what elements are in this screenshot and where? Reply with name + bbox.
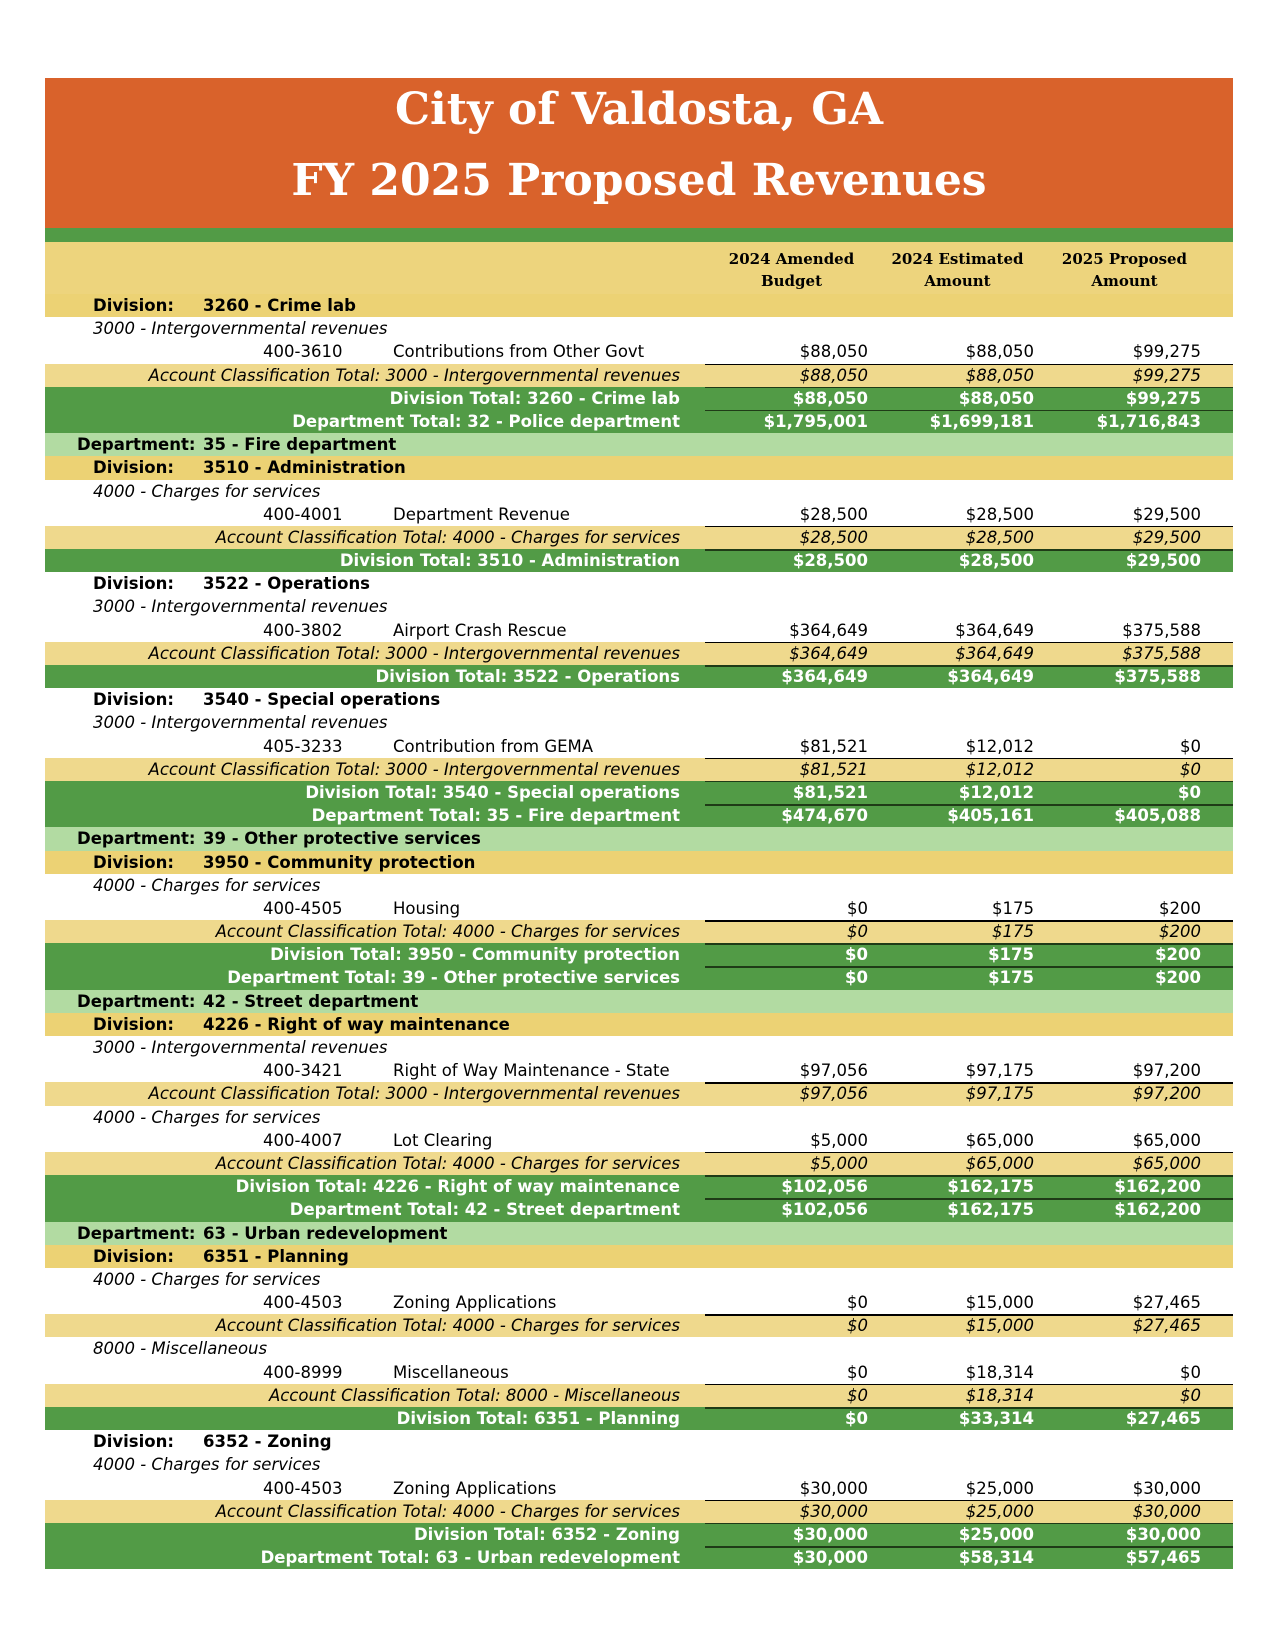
item-row: [45, 735, 1233, 758]
classification-total-label: Account Classification Total: 4000 - Charges for services: [215, 1153, 680, 1173]
amended-budget-value: $97,056: [799, 1061, 868, 1081]
report-table: [45, 294, 1233, 1569]
column-header-line: 2024 Estimated: [891, 250, 1024, 268]
revenue-report: [45, 78, 1233, 1569]
proposed-amount-value: $200: [1155, 968, 1201, 988]
amended-budget-value: $88,050: [799, 342, 868, 362]
division-total-label: Division Total: 3510 - Administration: [339, 551, 680, 571]
proposed-amount-value: $200: [1159, 898, 1201, 918]
division-row: [45, 572, 1233, 595]
classtotal-row: [45, 364, 1233, 387]
amended-budget-value: $0: [847, 1293, 868, 1313]
division-row: [45, 688, 1233, 711]
account-code: 405-3233: [263, 736, 343, 756]
classification-heading: 4000 - Charges for services: [93, 1455, 321, 1475]
estimated-amount-value: $28,500: [958, 551, 1034, 571]
estimated-amount-value: $12,012: [965, 759, 1034, 779]
item-row: [45, 1129, 1233, 1152]
amended-budget-value: $364,649: [789, 643, 868, 663]
classification-total-label: Account Classification Total: 3000 - Intergovernmental revenues: [148, 643, 680, 663]
depttotal-row: [45, 1198, 1233, 1221]
item-row: [45, 1477, 1233, 1500]
account-description: Housing: [393, 898, 461, 918]
division-name: 3522 - Operations: [203, 574, 371, 594]
estimated-amount-value: $97,175: [965, 1084, 1034, 1104]
amended-budget-value: $0: [847, 1316, 868, 1336]
classtotal-row: [45, 920, 1233, 943]
division-total-label: Division Total: 3540 - Special operations: [305, 782, 680, 802]
depttotal-row: [45, 1546, 1233, 1569]
classhead-row: [45, 1036, 1233, 1059]
amended-budget-value: $81,521: [799, 736, 868, 756]
department-name: 63 - Urban redevelopment: [203, 1223, 448, 1243]
classification-total-label: Account Classification Total: 3000 - Intergovernmental revenues: [148, 365, 680, 385]
amended-budget-value: $364,649: [789, 620, 868, 640]
column-header-line: Amount: [924, 272, 991, 290]
amended-budget-value: $30,000: [792, 1524, 868, 1544]
amended-budget-value: $81,521: [792, 782, 868, 802]
proposed-amount-value: $30,000: [1125, 1524, 1201, 1544]
depttotal-row: [45, 966, 1233, 989]
division-label: Division:: [93, 1432, 174, 1452]
estimated-amount-value: $88,050: [965, 342, 1034, 362]
estimated-amount-value: $364,649: [955, 620, 1034, 640]
division-name: 3260 - Crime lab: [203, 296, 356, 315]
division-row: [45, 1245, 1233, 1268]
estimated-amount-value: $65,000: [965, 1153, 1034, 1173]
division-total-label: Division Total: 3522 - Operations: [375, 667, 680, 686]
estimated-amount-value: $175: [988, 968, 1034, 988]
classification-heading: 4000 - Charges for services: [93, 481, 321, 501]
divtotal-row: [45, 1175, 1233, 1198]
classhead-row: [45, 1337, 1233, 1360]
proposed-amount-value: $27,465: [1132, 1293, 1201, 1313]
estimated-amount-value: $28,500: [965, 504, 1034, 524]
division-label: Division:: [93, 852, 174, 872]
division-name: 3950 - Community protection: [203, 852, 476, 872]
department-total-label: Department Total: 35 - Fire department: [311, 806, 680, 826]
division-name: 6352 - Zoning: [203, 1432, 332, 1452]
item-row: [45, 503, 1233, 526]
classtotal-row: [45, 1082, 1233, 1105]
amended-budget-value: $102,056: [781, 1200, 868, 1220]
classtotal-row: [45, 758, 1233, 781]
estimated-amount-value: $175: [992, 898, 1034, 918]
account-description: Lot Clearing: [393, 1130, 493, 1150]
estimated-amount-value: $405,161: [947, 806, 1034, 826]
account-description: Zoning Applications: [393, 1478, 557, 1498]
classification-heading: 8000 - Miscellaneous: [93, 1339, 268, 1359]
report-banner: [45, 78, 1233, 228]
estimated-amount-value: $364,649: [947, 667, 1034, 686]
classtotal-row: [45, 1500, 1233, 1523]
estimated-amount-value: $162,175: [947, 1200, 1034, 1220]
account-code: 400-3610: [263, 342, 343, 362]
department-total-label: Department Total: 39 - Other protective services: [227, 968, 680, 988]
divtotal-row: [45, 1407, 1233, 1430]
proposed-amount-value: $375,588: [1122, 643, 1201, 663]
estimated-amount-value: $25,000: [965, 1501, 1034, 1521]
proposed-amount-value: $375,588: [1122, 620, 1201, 640]
classtotal-row: [45, 642, 1233, 665]
amended-budget-value: $364,649: [781, 667, 868, 686]
division-label: Division:: [93, 574, 174, 594]
proposed-amount-value: $30,000: [1132, 1478, 1201, 1498]
amended-budget-value: $0: [847, 922, 868, 942]
estimated-amount-value: $12,012: [965, 736, 1034, 756]
department-name: 39 - Other protective services: [203, 829, 481, 849]
classtotal-row: [45, 1152, 1233, 1175]
depttotal-row: [45, 804, 1233, 827]
item-row: [45, 1291, 1233, 1314]
classification-heading: 4000 - Charges for services: [93, 875, 321, 895]
proposed-amount-value: $200: [1159, 922, 1201, 942]
classification-heading: 3000 - Intergovernmental revenues: [93, 1038, 388, 1057]
division-row: [45, 456, 1233, 479]
amended-budget-value: $474,670: [781, 806, 868, 826]
proposed-amount-value: $375,588: [1114, 667, 1201, 686]
depttotal-row: [45, 410, 1233, 433]
divtotal-row: [45, 387, 1233, 410]
amended-budget-value: $88,050: [799, 365, 868, 385]
item-row: [45, 340, 1233, 363]
proposed-amount-value: $97,200: [1132, 1061, 1201, 1081]
division-name: 4226 - Right of way maintenance: [203, 1014, 510, 1034]
proposed-amount-value: $0: [1180, 1362, 1201, 1382]
division-row: [45, 1013, 1233, 1036]
classification-heading: 3000 - Intergovernmental revenues: [93, 597, 388, 617]
division-row: [45, 1430, 1233, 1453]
department-row: [45, 990, 1233, 1013]
classhead-row: [45, 1453, 1233, 1476]
account-code: 400-8999: [263, 1362, 343, 1382]
classhead-row: [45, 317, 1233, 340]
account-code: 400-4505: [263, 898, 343, 918]
department-label: Department:: [77, 1223, 196, 1243]
column-header-estimated-amount: [875, 248, 1040, 292]
department-row: [45, 1222, 1233, 1245]
amended-budget-value: $0: [845, 968, 868, 988]
proposed-amount-value: $405,088: [1114, 806, 1201, 826]
divtotal-row: [45, 943, 1233, 966]
proposed-amount-value: $65,000: [1132, 1153, 1201, 1173]
proposed-amount-value: $99,275: [1132, 365, 1201, 385]
estimated-amount-value: $65,000: [965, 1130, 1034, 1150]
amended-budget-value: $30,000: [799, 1478, 868, 1498]
department-label: Department:: [77, 991, 196, 1011]
divtotal-row: [45, 665, 1233, 688]
estimated-amount-value: $15,000: [965, 1293, 1034, 1313]
column-header-line: Budget: [760, 272, 823, 290]
division-total-label: Division Total: 6352 - Zoning: [413, 1524, 680, 1544]
amended-budget-value: $28,500: [799, 504, 868, 524]
divtotal-row: [45, 1523, 1233, 1546]
classhead-row: [45, 1106, 1233, 1129]
division-total-label: Division Total: 3260 - Crime lab: [389, 388, 680, 408]
department-total-label: Department Total: 42 - Street department: [289, 1200, 680, 1220]
amended-budget-value: $28,500: [792, 551, 868, 571]
item-row: [45, 1059, 1233, 1082]
amended-budget-value: $88,050: [792, 388, 868, 408]
column-header-line: 2025 Proposed: [1061, 250, 1188, 268]
proposed-amount-value: $29,500: [1132, 504, 1201, 524]
account-description: Contribution from GEMA: [393, 736, 594, 756]
column-header-row: [45, 242, 1233, 294]
estimated-amount-value: $58,314: [958, 1548, 1034, 1568]
classhead-row: [45, 480, 1233, 503]
amended-budget-value: $0: [847, 1362, 868, 1382]
estimated-amount-value: $25,000: [965, 1478, 1034, 1498]
item-row: [45, 897, 1233, 920]
department-name: 42 - Street department: [203, 991, 419, 1011]
amended-budget-value: $0: [845, 945, 868, 965]
estimated-amount-value: $97,175: [965, 1061, 1034, 1081]
department-row: [45, 827, 1233, 850]
division-name: 3540 - Special operations: [203, 690, 441, 710]
estimated-amount-value: $18,314: [965, 1385, 1034, 1405]
classification-heading: 3000 - Intergovernmental revenues: [93, 713, 388, 733]
estimated-amount-value: $15,000: [965, 1316, 1034, 1336]
estimated-amount-value: $1,699,181: [929, 411, 1034, 431]
proposed-amount-value: $97,200: [1132, 1084, 1201, 1104]
divtotal-row: [45, 781, 1233, 804]
estimated-amount-value: $88,050: [965, 365, 1034, 385]
classhead-row: [45, 874, 1233, 897]
department-label: Department:: [77, 829, 196, 849]
account-description: Airport Crash Rescue: [393, 620, 567, 640]
report-title: City of Valdosta, GA: [395, 84, 883, 135]
division-total-label: Division Total: 4226 - Right of way maintenance: [235, 1177, 680, 1197]
department-row: [45, 433, 1233, 456]
department-total-label: Department Total: 63 - Urban redevelopment: [260, 1548, 680, 1568]
classification-heading: 4000 - Charges for services: [93, 1269, 321, 1289]
amended-budget-value: $28,500: [799, 527, 868, 547]
estimated-amount-value: $88,050: [958, 388, 1034, 408]
amended-budget-value: $30,000: [792, 1548, 868, 1568]
classification-heading: 4000 - Charges for services: [93, 1107, 321, 1127]
proposed-amount-value: $0: [1180, 1385, 1201, 1405]
account-description: Contributions from Other Govt: [393, 342, 645, 362]
classhead-row: [45, 595, 1233, 618]
classification-total-label: Account Classification Total: 4000 - Charges for services: [215, 922, 680, 942]
estimated-amount-value: $28,500: [965, 527, 1034, 547]
amended-budget-value: $0: [847, 1385, 868, 1405]
division-total-label: Division Total: 3950 - Community protection: [270, 945, 680, 965]
classhead-row: [45, 711, 1233, 734]
estimated-amount-value: $364,649: [955, 643, 1034, 663]
classification-total-label: Account Classification Total: 4000 - Charges for services: [215, 527, 680, 547]
proposed-amount-value: $29,500: [1132, 527, 1201, 547]
proposed-amount-value: $162,200: [1114, 1200, 1201, 1220]
amended-budget-value: $30,000: [799, 1501, 868, 1521]
account-code: 400-4503: [263, 1478, 343, 1498]
department-name: 35 - Fire department: [203, 435, 397, 455]
column-header-line: Amount: [1091, 272, 1158, 290]
amended-budget-value: $1,795,001: [763, 411, 868, 431]
classtotal-row: [45, 1384, 1233, 1407]
item-row: [45, 619, 1233, 642]
classification-total-label: Account Classification Total: 3000 - Intergovernmental revenues: [148, 759, 680, 779]
classification-total-label: Account Classification Total: 4000 - Charges for services: [215, 1501, 680, 1521]
proposed-amount-value: $29,500: [1125, 551, 1201, 571]
division-total-label: Division Total: 6351 - Planning: [396, 1409, 680, 1428]
estimated-amount-value: $12,012: [958, 782, 1034, 802]
division-label: Division:: [93, 690, 174, 710]
estimated-amount-value: $162,175: [947, 1177, 1034, 1197]
classification-heading: 3000 - Intergovernmental revenues: [93, 319, 388, 339]
proposed-amount-value: $0: [1180, 759, 1201, 779]
proposed-amount-value: $30,000: [1132, 1501, 1201, 1521]
division-label: Division:: [93, 296, 174, 315]
division-row: [45, 294, 1233, 317]
amended-budget-value: $5,000: [810, 1153, 868, 1173]
amended-budget-value: $81,521: [799, 759, 868, 779]
account-description: Department Revenue: [393, 504, 570, 524]
department-label: Department:: [77, 435, 196, 455]
division-name: 3510 - Administration: [203, 458, 406, 478]
proposed-amount-value: $65,000: [1132, 1130, 1201, 1150]
account-code: 400-4001: [263, 504, 343, 524]
proposed-amount-value: $200: [1155, 945, 1201, 965]
amended-budget-value: $0: [847, 898, 868, 918]
estimated-amount-value: $33,314: [958, 1409, 1034, 1428]
division-label: Division:: [93, 1014, 174, 1034]
classification-total-label: Account Classification Total: 8000 - Miscellaneous: [268, 1385, 680, 1405]
proposed-amount-value: $99,275: [1132, 342, 1201, 362]
account-description: Right of Way Maintenance - State: [393, 1061, 670, 1081]
proposed-amount-value: $0: [1178, 782, 1201, 802]
proposed-amount-value: $99,275: [1125, 388, 1201, 408]
estimated-amount-value: $175: [992, 922, 1034, 942]
amended-budget-value: $0: [845, 1409, 868, 1428]
proposed-amount-value: $1,716,843: [1096, 411, 1201, 431]
estimated-amount-value: $175: [988, 945, 1034, 965]
proposed-amount-value: $27,465: [1132, 1316, 1201, 1336]
classtotal-row: [45, 1314, 1233, 1337]
column-header-proposed-amount: [1042, 248, 1207, 292]
item-row: [45, 1361, 1233, 1384]
estimated-amount-value: $25,000: [958, 1524, 1034, 1544]
classhead-row: [45, 1268, 1233, 1291]
classification-total-label: Account Classification Total: 3000 - Intergovernmental revenues: [148, 1084, 680, 1104]
column-header-line: 2024 Amended: [728, 250, 855, 268]
report-subtitle: FY 2025 Proposed Revenues: [291, 155, 987, 206]
division-label: Division:: [93, 1246, 174, 1266]
proposed-amount-value: $27,465: [1125, 1409, 1201, 1428]
proposed-amount-value: $57,465: [1125, 1548, 1201, 1568]
column-header-amended-budget: [709, 248, 874, 292]
banner-divider: [45, 228, 1233, 242]
division-row: [45, 851, 1233, 874]
account-code: 400-4007: [263, 1130, 343, 1150]
account-code: 400-4503: [263, 1293, 343, 1313]
divtotal-row: [45, 549, 1233, 572]
amended-budget-value: $97,056: [799, 1084, 868, 1104]
amended-budget-value: $5,000: [810, 1130, 868, 1150]
account-description: Miscellaneous: [393, 1362, 509, 1382]
estimated-amount-value: $18,314: [965, 1362, 1034, 1382]
account-description: Zoning Applications: [393, 1293, 557, 1313]
amended-budget-value: $102,056: [781, 1177, 868, 1197]
proposed-amount-value: $162,200: [1114, 1177, 1201, 1197]
classification-total-label: Account Classification Total: 4000 - Charges for services: [215, 1316, 680, 1336]
account-code: 400-3802: [263, 620, 343, 640]
division-name: 6351 - Planning: [203, 1246, 349, 1266]
department-total-label: Department Total: 32 - Police department: [292, 411, 680, 431]
division-label: Division:: [93, 458, 174, 478]
classtotal-row: [45, 526, 1233, 549]
account-code: 400-3421: [263, 1061, 343, 1081]
proposed-amount-value: $0: [1180, 736, 1201, 756]
